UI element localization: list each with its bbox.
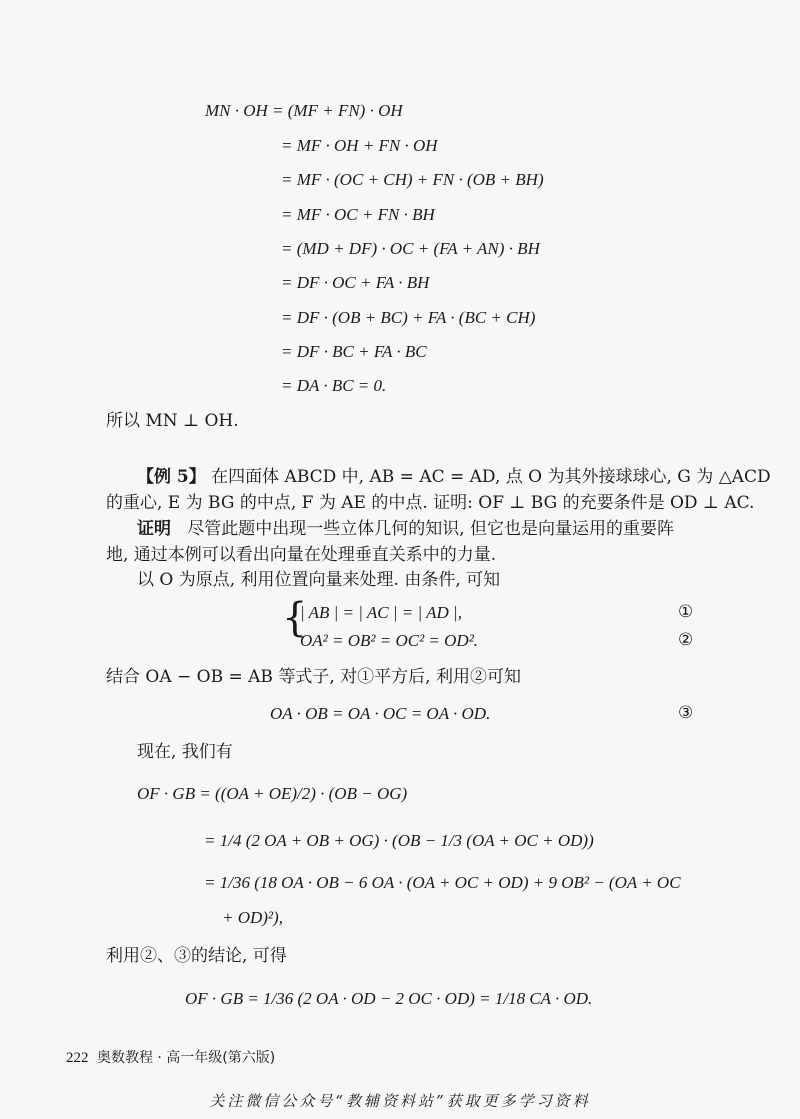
system-brace: { [282, 595, 308, 641]
proof-text-2: 地, 通过本例可以看出向量在处理垂直关系中的力量. [106, 545, 497, 565]
equation-3-number: ③ [678, 703, 694, 723]
equation-1-number: ① [678, 602, 694, 622]
derivation-line-6: = DF · OC + FA · BH [281, 273, 430, 292]
equation-2: OA² = OB² = OC² = OD². [300, 631, 479, 650]
proof-text-5: 现在, 我们有 [137, 742, 233, 762]
example-statement [137, 466, 771, 488]
example-text-1: 在四面体 ABCD 中, AB = AC = AD, 点 O 为其外接球球心, G 为 △ACD [211, 467, 771, 487]
derivation-line-7: = DF · (OB + BC) + FA · (BC + CH) [281, 308, 536, 327]
final-equation: OF · GB = 1/36 (2 OA · OD − 2 OC · OD) = 1/18 CA · OD. [185, 989, 593, 1008]
derivation-line-8: = DF · BC + FA · BC [281, 342, 427, 361]
derivation-line-4: = MF · OC + FN · BH [281, 205, 435, 224]
calculation-line-1: OF · GB = ((OA + OE)/2) · (OB − OG) [137, 784, 408, 803]
page-number: 222 [66, 1050, 89, 1066]
book-title: 奥数教程 · 高一年级(第六版) [96, 1050, 276, 1066]
proof-text-1: 尽管此题中出现一些立体几何的知识, 但它也是向量运用的重要阵 [187, 519, 675, 539]
derivation-line-1: MN · OH = (MF + FN) · OH [205, 101, 403, 120]
example-tag: 【例 5】 [137, 467, 206, 487]
derivation-line-5: = (MD + DF) · OC + (FA + AN) · BH [281, 239, 540, 258]
proof-line-1 [137, 518, 674, 540]
calculation-line-4: + OD)²), [222, 908, 283, 927]
proof-label: 证明 [137, 519, 171, 539]
watermark: 关注微信公众号“教辅资料站”获取更多学习资料 [209, 1092, 591, 1110]
page-footer [66, 1047, 275, 1067]
equation-1: | AB | = | AC | = | AD |, [300, 603, 462, 622]
proof-text-3: 以 O 为原点, 利用位置向量来处理. 由条件, 可知 [137, 570, 501, 590]
derivation-line-3: = MF · (OC + CH) + FN · (OB + BH) [281, 170, 544, 189]
proof-text-4: 结合 OA − OB = AB 等式子, 对①平方后, 利用②可知 [106, 667, 521, 687]
equation-2-number: ② [678, 630, 694, 650]
example-text-2: 的重心, E 为 BG 的中点, F 为 AE 的中点. 证明: OF ⊥ BG 的充要条件是 OD ⊥ AC. [106, 493, 755, 513]
derivation-line-9: = DA · BC = 0. [281, 376, 387, 395]
equation-3: OA · OB = OA · OC = OA · OD. [270, 704, 491, 723]
derivation-line-2: = MF · OH + FN · OH [281, 136, 438, 155]
conclusion: 所以 MN ⊥ OH. [106, 411, 239, 431]
calculation-line-3: = 1/36 (18 OA · OB − 6 OA · (OA + OC + OD) + 9 OB² − (OA + OC [204, 873, 681, 892]
calculation-line-2: = 1/4 (2 OA + OB + OG) · (OB − 1/3 (OA + OC + OD)) [204, 831, 594, 850]
proof-text-6: 利用②、③的结论, 可得 [106, 946, 287, 966]
